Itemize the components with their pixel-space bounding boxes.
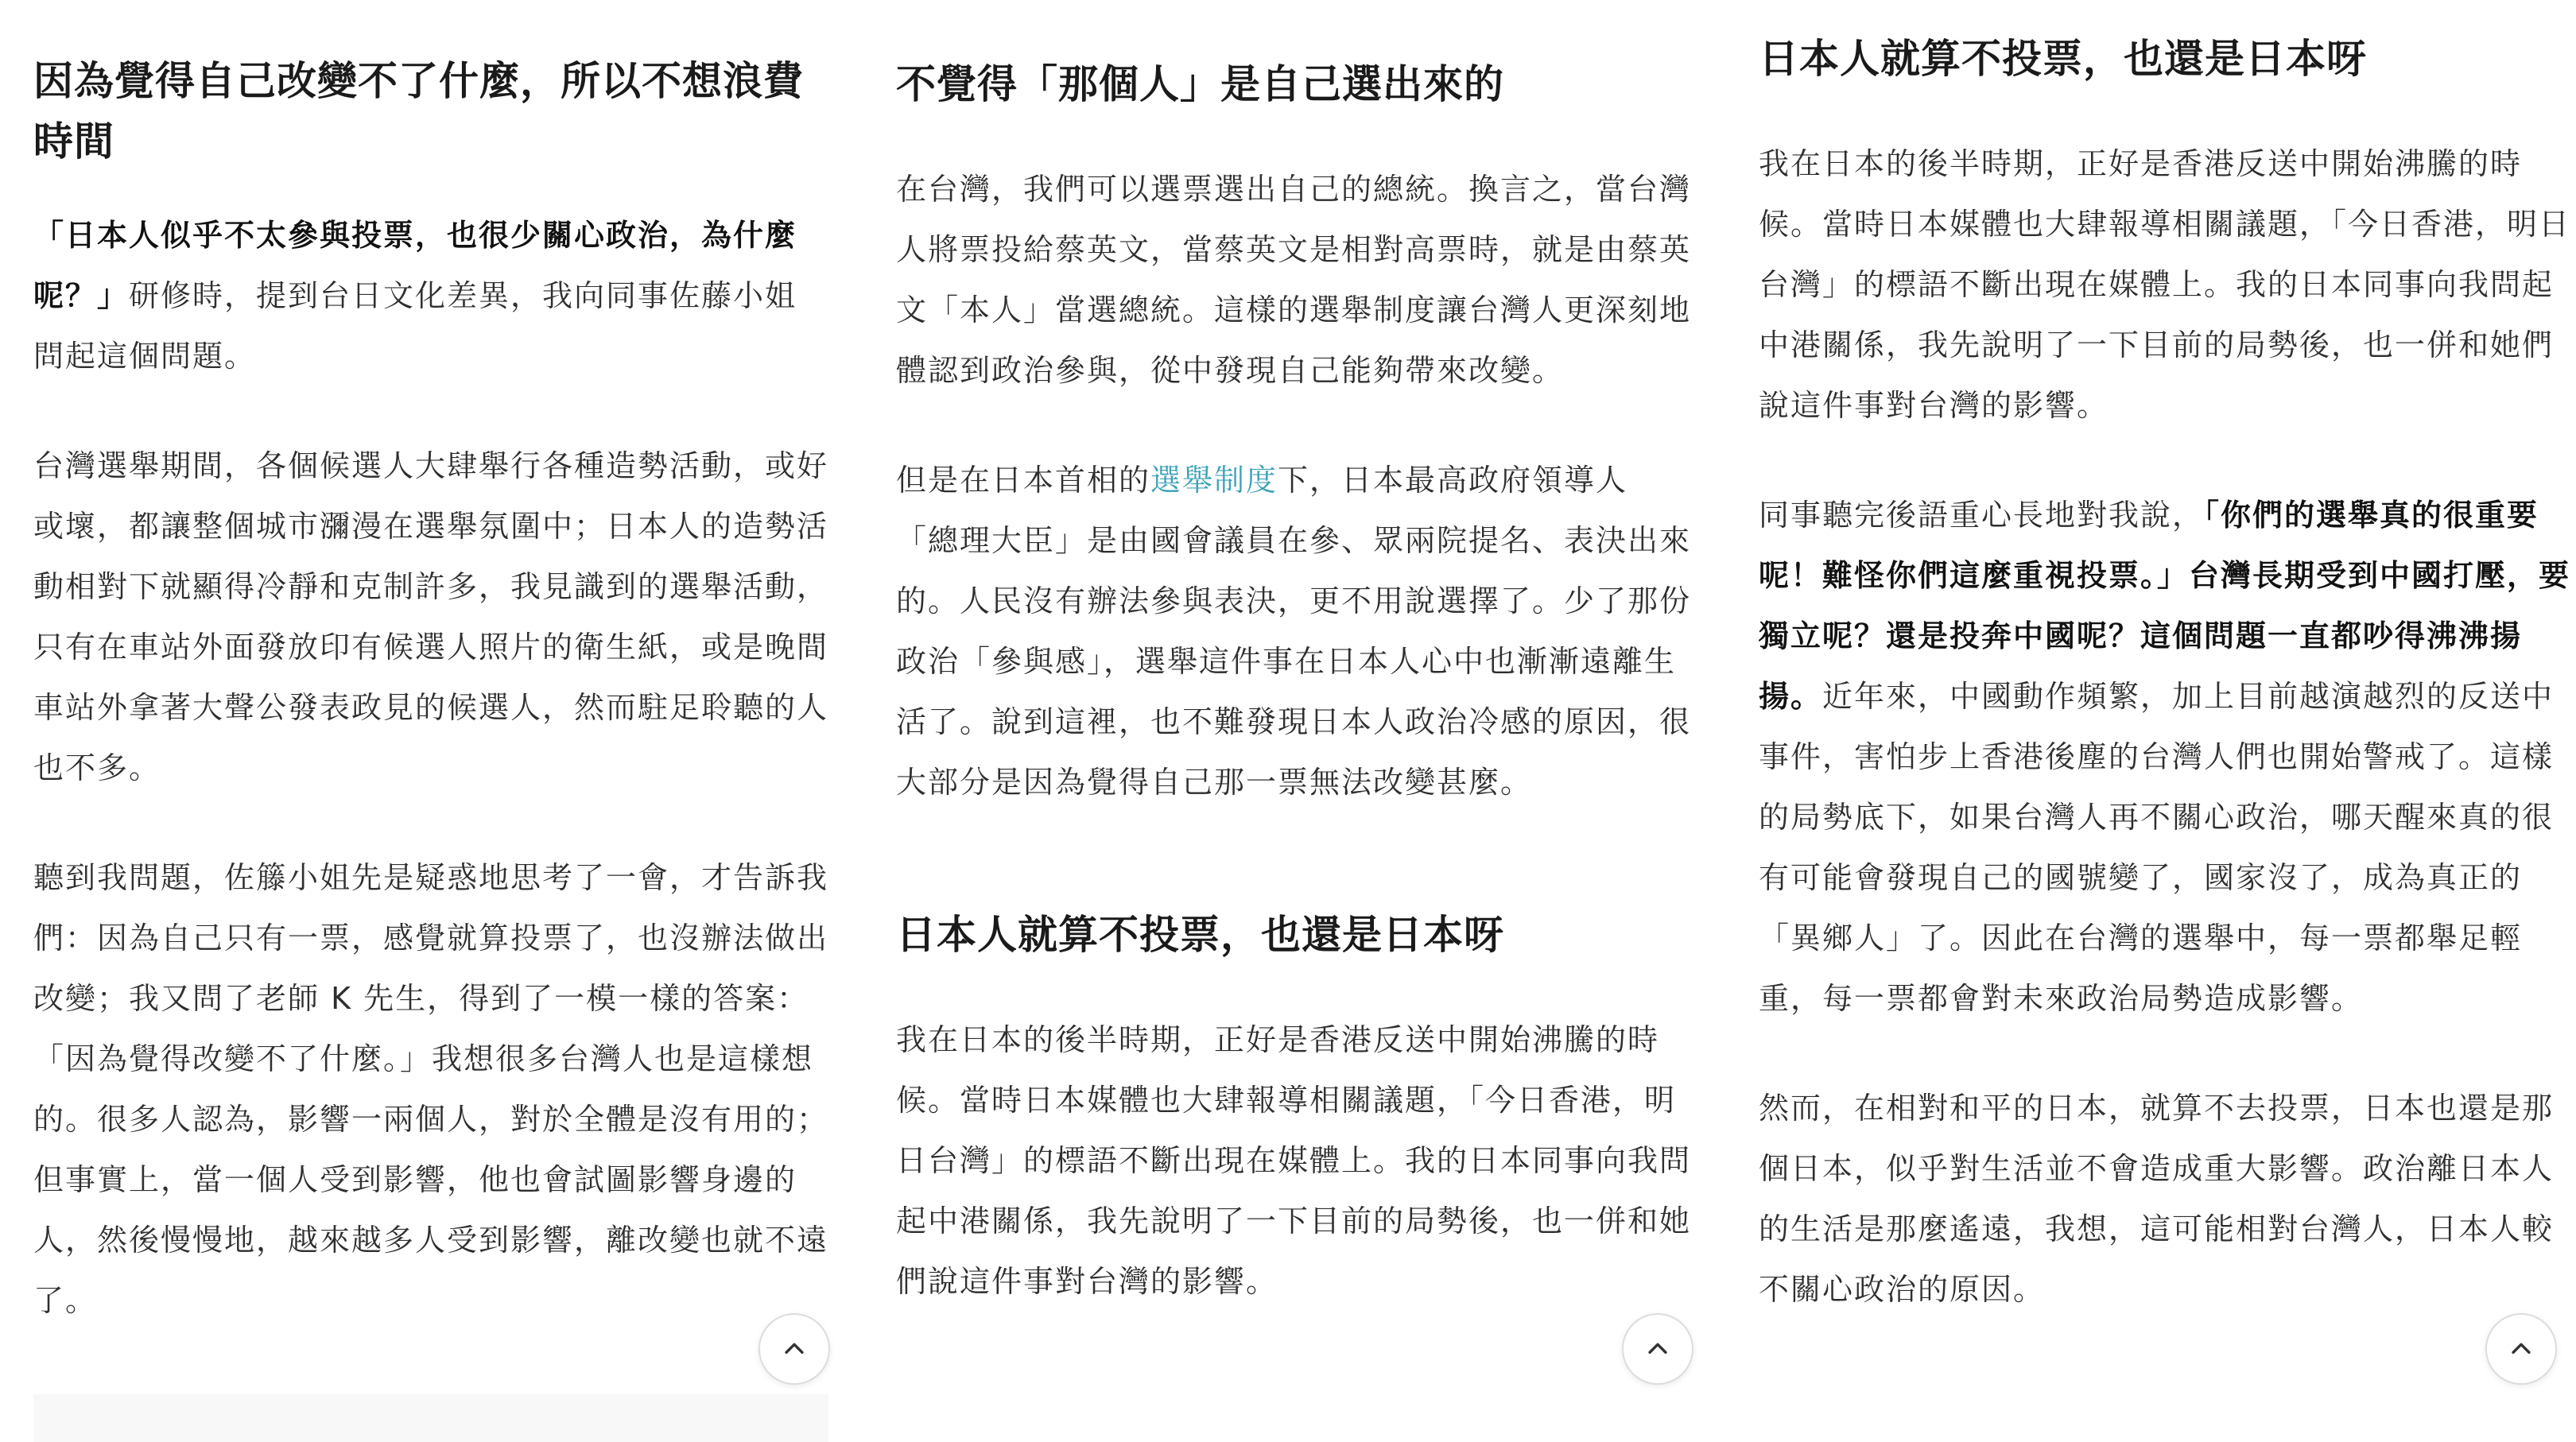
paragraph: 台灣選舉期間，各個候選人大肆舉行各種造勢活動，或好或壞，都讓整個城市瀰漫在選舉氛圍中；日本人的造勢活動相對下就顯得冷靜和克制許多，我見識到的選舉活動，只有在車站外面發放印有候選人照片的衛生紙，或是晚間車站外拿著大聲公發表政見的候選人，然而駐足聆聽的人也不多。	[33, 448, 828, 785]
chevron-up-icon	[2508, 1335, 2535, 1363]
paragraph	[896, 450, 1691, 812]
section-heading: 因為覺得自己改變不了什麼，所以不想浪費時間	[33, 58, 804, 165]
section-heading: 日本人就算不投票，也還是日本呀	[1759, 36, 2367, 82]
section-heading: 不覺得「那個人」是自己選出來的	[896, 61, 1504, 107]
paragraph-text: 研修時，提到台日文化差異，我向同事佐藤小姐問起這個問題。	[33, 278, 797, 374]
article-column-2	[896, 0, 1691, 1442]
chevron-up-icon	[1644, 1335, 1671, 1363]
bold-quote: 「日本人似乎不太參與投票，也很少關心政治，為什麼呢？」	[33, 218, 797, 313]
scroll-top-button[interactable]	[758, 1313, 830, 1385]
paragraph-text: 但是在日本首相的	[896, 463, 1151, 498]
paragraph-text: 下，日本最高政府領導人「總理大臣」是由國會議員在參、眾兩院提名、表決出來的。人民沒有辦法參與表決，更不用說選擇了。少了那份政治「參與感」，選舉這件事在日本人心中也漸漸遠離生活了。說到這裡，也不難發現日本人政治冷感的原因，很大部分是因為覺得自己那一票無法改變甚麼。	[896, 463, 1691, 800]
bold-quote: 「你們的選舉真的很重要呢！難怪你們這麼重視投票。」台灣長期受到中國打壓，要獨立呢？還是投奔中國呢？這個問題一直都吵得沸沸揚揚。	[1759, 498, 2571, 714]
paragraph-text: 近年來，中國動作頻繁，加上目前越演越烈的反送中事件，害怕步上香港後塵的台灣人們也開始警戒了。這樣的局勢底下，如果台灣人再不關心政治，哪天醒來真的很有可能會發現自己的國號變了，國家沒了，成為真正的「異鄉人」了。因此在台灣的選舉中，每一票都舉足輕重，每一票都會對未來政治局勢造成影響。	[1759, 679, 2555, 1016]
paragraph: 在台灣，我們可以選票選出自己的總統。換言之，當台灣人將票投給蔡英文，當蔡英文是相對高票時，就是由蔡英文「本人」當選總統。這樣的選舉制度讓台灣人更深刻地體認到政治參與，從中發現自己能夠帶來改變。	[896, 172, 1691, 388]
paragraph	[33, 205, 828, 386]
scroll-top-button[interactable]	[2485, 1313, 2557, 1385]
chevron-up-icon	[781, 1335, 808, 1363]
paragraph: 然而，在相對和平的日本，就算不去投票，日本也還是那個日本，似乎對生活並不會造成重大影響。政治離日本人的生活是那麼遙遠，我想，這可能相對台灣人，日本人較不關心政治的原因。	[1759, 1091, 2555, 1307]
electoral-system-link[interactable]: 選舉制度	[1150, 463, 1278, 498]
paragraph	[1759, 485, 2576, 1029]
paragraph-text: 同事聽完後語重心長地對我說，	[1759, 498, 2205, 533]
paragraph: 聽到我問題，佐籐小姐先是疑惑地思考了一會，才告訴我們：因為自己只有一票，感覺就算投票了，也沒辦法做出改變；我又問了老師 K 先生，得到了一模一樣的答案：「因為覺得改變不了什麼。」我想很多台灣人也是這樣想的。很多人認為，影響一兩個人，對於全體是沒有用的；但事實上，當一個人受到影響，他也會試圖影響身邊的人，然後慢慢地，越來越多人受到影響，離改變也就不遠了。	[33, 860, 828, 1318]
scroll-top-button[interactable]	[1622, 1313, 1693, 1385]
section-heading: 日本人就算不投票，也還是日本呀	[896, 912, 1504, 958]
paragraph: 我在日本的後半時期，正好是香港反送中開始沸騰的時候。當時日本媒體也大肆報導相關議題，「今日香港，明日台灣」的標語不斷出現在媒體上。我的日本同事向我問起中港關係，我先說明了一下目前的局勢後，也一併和她們說這件事對台灣的影響。	[1759, 146, 2571, 423]
bottom-fade	[33, 1394, 828, 1442]
article-column-3	[1759, 0, 2576, 1442]
article-column-1	[33, 0, 828, 1442]
paragraph: 我在日本的後半時期，正好是香港反送中開始沸騰的時候。當時日本媒體也大肆報導相關議題，「今日香港，明日台灣」的標語不斷出現在媒體上。我的日本同事向我問起中港關係，我先說明了一下目前的局勢後，也一併和她們說這件事對台灣的影響。	[896, 1022, 1691, 1299]
